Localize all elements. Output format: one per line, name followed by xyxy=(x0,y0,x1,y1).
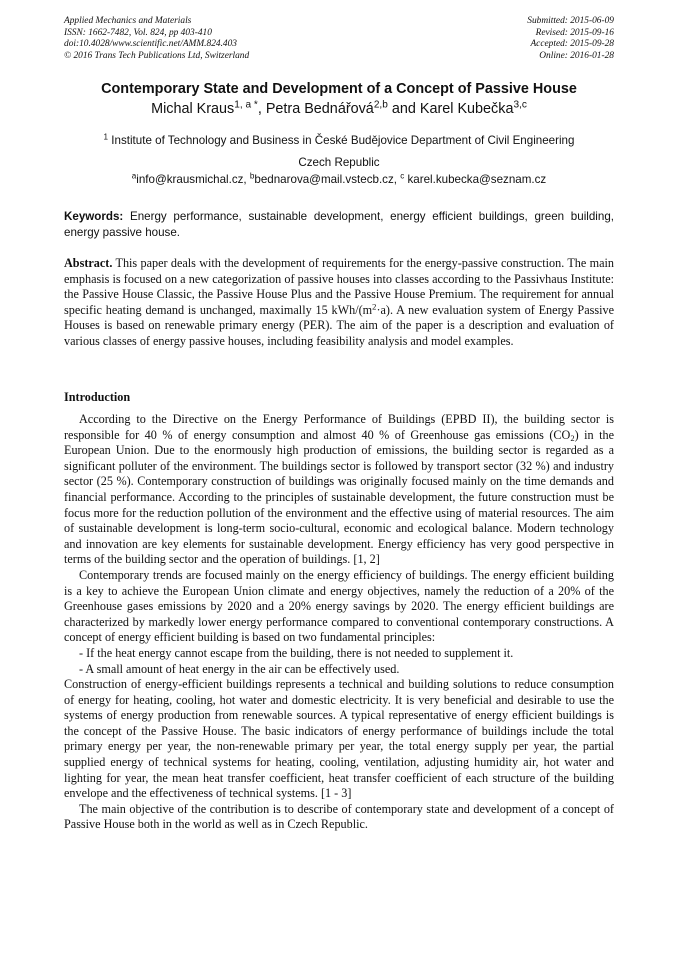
date-revised: Revised: 2015-09-16 xyxy=(535,27,614,38)
journal-doi: doi:10.4028/www.scientific.net/AMM.824.403 xyxy=(64,39,237,50)
introduction-body xyxy=(64,412,614,833)
affiliation xyxy=(64,130,614,174)
author-affiliation-mark: 2,b xyxy=(373,99,388,111)
author-affiliation-mark: 3,c xyxy=(513,99,527,111)
paragraph: The main objective of the contribution is to describe of contemporary state and development of a concept of Passive House both in the world as well as in Czech Republic. xyxy=(64,801,614,832)
date-accepted: Accepted: 2015-09-28 xyxy=(530,39,614,50)
date-online: Online: 2016-01-28 xyxy=(539,50,614,61)
author-name: Karel Kubečka xyxy=(419,101,514,117)
affiliation-mark: 1 xyxy=(103,132,109,142)
journal-issn: ISSN: 1662-7482, Vol. 824, pp 403-410 xyxy=(64,27,212,38)
affiliation-country: Czech Republic xyxy=(298,156,380,169)
author-list xyxy=(40,101,638,117)
keywords-text: Energy performance, sustainable development, energy efficient buildings, green building, energy passive house. xyxy=(64,210,614,239)
paragraph-text: ) in the European Union. Due to the enormously high production of emissions, the building sector is regarded as a significant polluter of the environment. The buildings sector is followed by transport sector (32 %) and industry sector (25 %). Contemporary construction of buildings was originally focused mainly on the time demands and financial performance. According to the principles of sustainable development, the future construction must be focus more for the reduction pollution of the environment and the effective using of material resources. The aim of sustainable development is long-term socio-cultural, economic and ecological balance. Modern technology and innovation are key elements for sustainable development. Energy efficiency has very good perspective in terms of the building sector and the operation of buildings. [1, 2] xyxy=(64,427,614,567)
paper-title: Contemporary State and Development of a Concept of Passive House xyxy=(101,81,577,97)
date-submitted: Submitted: 2015-06-09 xyxy=(527,16,614,26)
author-separator: and xyxy=(387,101,420,117)
author-affiliation-mark: 1, a * xyxy=(234,99,258,111)
author-name: Michal Kraus xyxy=(151,101,235,117)
abstract-label: Abstract. xyxy=(64,256,113,270)
author-emails xyxy=(64,173,614,186)
journal-header-right xyxy=(527,16,614,62)
email-separator: , xyxy=(393,173,401,186)
journal-copyright: © 2016 Trans Tech Publications Ltd, Switzerland xyxy=(64,50,250,61)
abstract-text: This paper deals with the development of requirements for the energy-passive construction. The main emphasis is focused on a new categorization of passive houses into classes according to the Passivhaus Institute: the Passive House Classic, the Passive House Plus and the Passive House Premium. The requirement for annual specific heating demand is unchanged, maximally 15 kWh/(m xyxy=(64,256,614,317)
author-separator: , xyxy=(257,101,266,117)
email-mark: b xyxy=(249,171,255,181)
email-separator: , xyxy=(243,173,250,186)
paragraph-text: According to the Directive on the Energy Performance of Buildings (EPBD II), the building sector is responsible for 40 % of energy consumption and almost 40 % of Greenhouse gas emissions (CO xyxy=(64,412,614,442)
keywords-label: Keywords: xyxy=(64,210,124,223)
subscript: 2 xyxy=(570,432,575,443)
abstract-section xyxy=(64,256,614,349)
abstract-text-continued: ·a). A new evaluation system of Energy Passive Houses is based on renewable primary energy (PER). The aim of the paper is a description and evaluation of various classes of energy passive houses, including feasibility analysis and model examples. xyxy=(64,302,614,348)
author-name: Petra Bednářová xyxy=(265,101,374,117)
abstract-superscript: 2 xyxy=(372,300,377,311)
journal-header-left xyxy=(64,16,249,62)
bullet-item: - If the heat energy cannot escape from the building, there is not needed to supplement it. xyxy=(79,645,514,660)
introduction-heading: Introduction xyxy=(64,390,131,404)
email-link[interactable]: karel.kubecka@seznam.cz xyxy=(404,173,547,186)
paragraph: Contemporary trends are focused mainly on the energy efficiency of buildings. The energy efficient building is a key to achieve the European Union climate and energy objectives, namely the reduction of a 20% of the Greenhouse gases emissions by 2020 and a 20% energy savings by 2020. The energy efficient buildings are characterized by markedly lower energy performance compared to conventional contemporary constructions. A concept of energy efficient building is based on two fundamental principles: xyxy=(64,567,614,645)
keywords-section xyxy=(64,209,614,241)
email-link[interactable]: info@krausmichal.cz xyxy=(136,173,244,186)
email-link[interactable]: bednarova@mail.vstecb.cz xyxy=(254,173,394,186)
email-mark: a xyxy=(131,171,137,181)
bullet-item: - A small amount of heat energy in the air can be effectively used. xyxy=(79,661,400,676)
journal-name: Applied Mechanics and Materials xyxy=(64,16,192,26)
paragraph xyxy=(64,412,614,568)
paragraph: Construction of energy-efficient buildings represents a technical and building solutions to reduce consumption of energy for heating, cooling, hot water and domestic electricity. It is very beneficial and desirable to use the systems of energy production from renewable sources. A typical representative of energy efficient buildings is the concept of the Passive House. The basic indicators of energy performance of buildings include the total primary energy per year, the non-renewable primary per year, the total energy supply per year, the partial supplied energy of technical systems for heating, cooling, ventilation, adjusting humidity air, hot water and lighting for year, the mean heat transfer coefficient, heat transfer coefficient of each structure of the building envelope and the effectiveness of technical systems. [1 - 3] xyxy=(64,677,614,801)
email-mark: c xyxy=(400,171,405,181)
affiliation-institution: Institute of Technology and Business in České Budějovice Department of Civil Engineering xyxy=(111,134,575,147)
